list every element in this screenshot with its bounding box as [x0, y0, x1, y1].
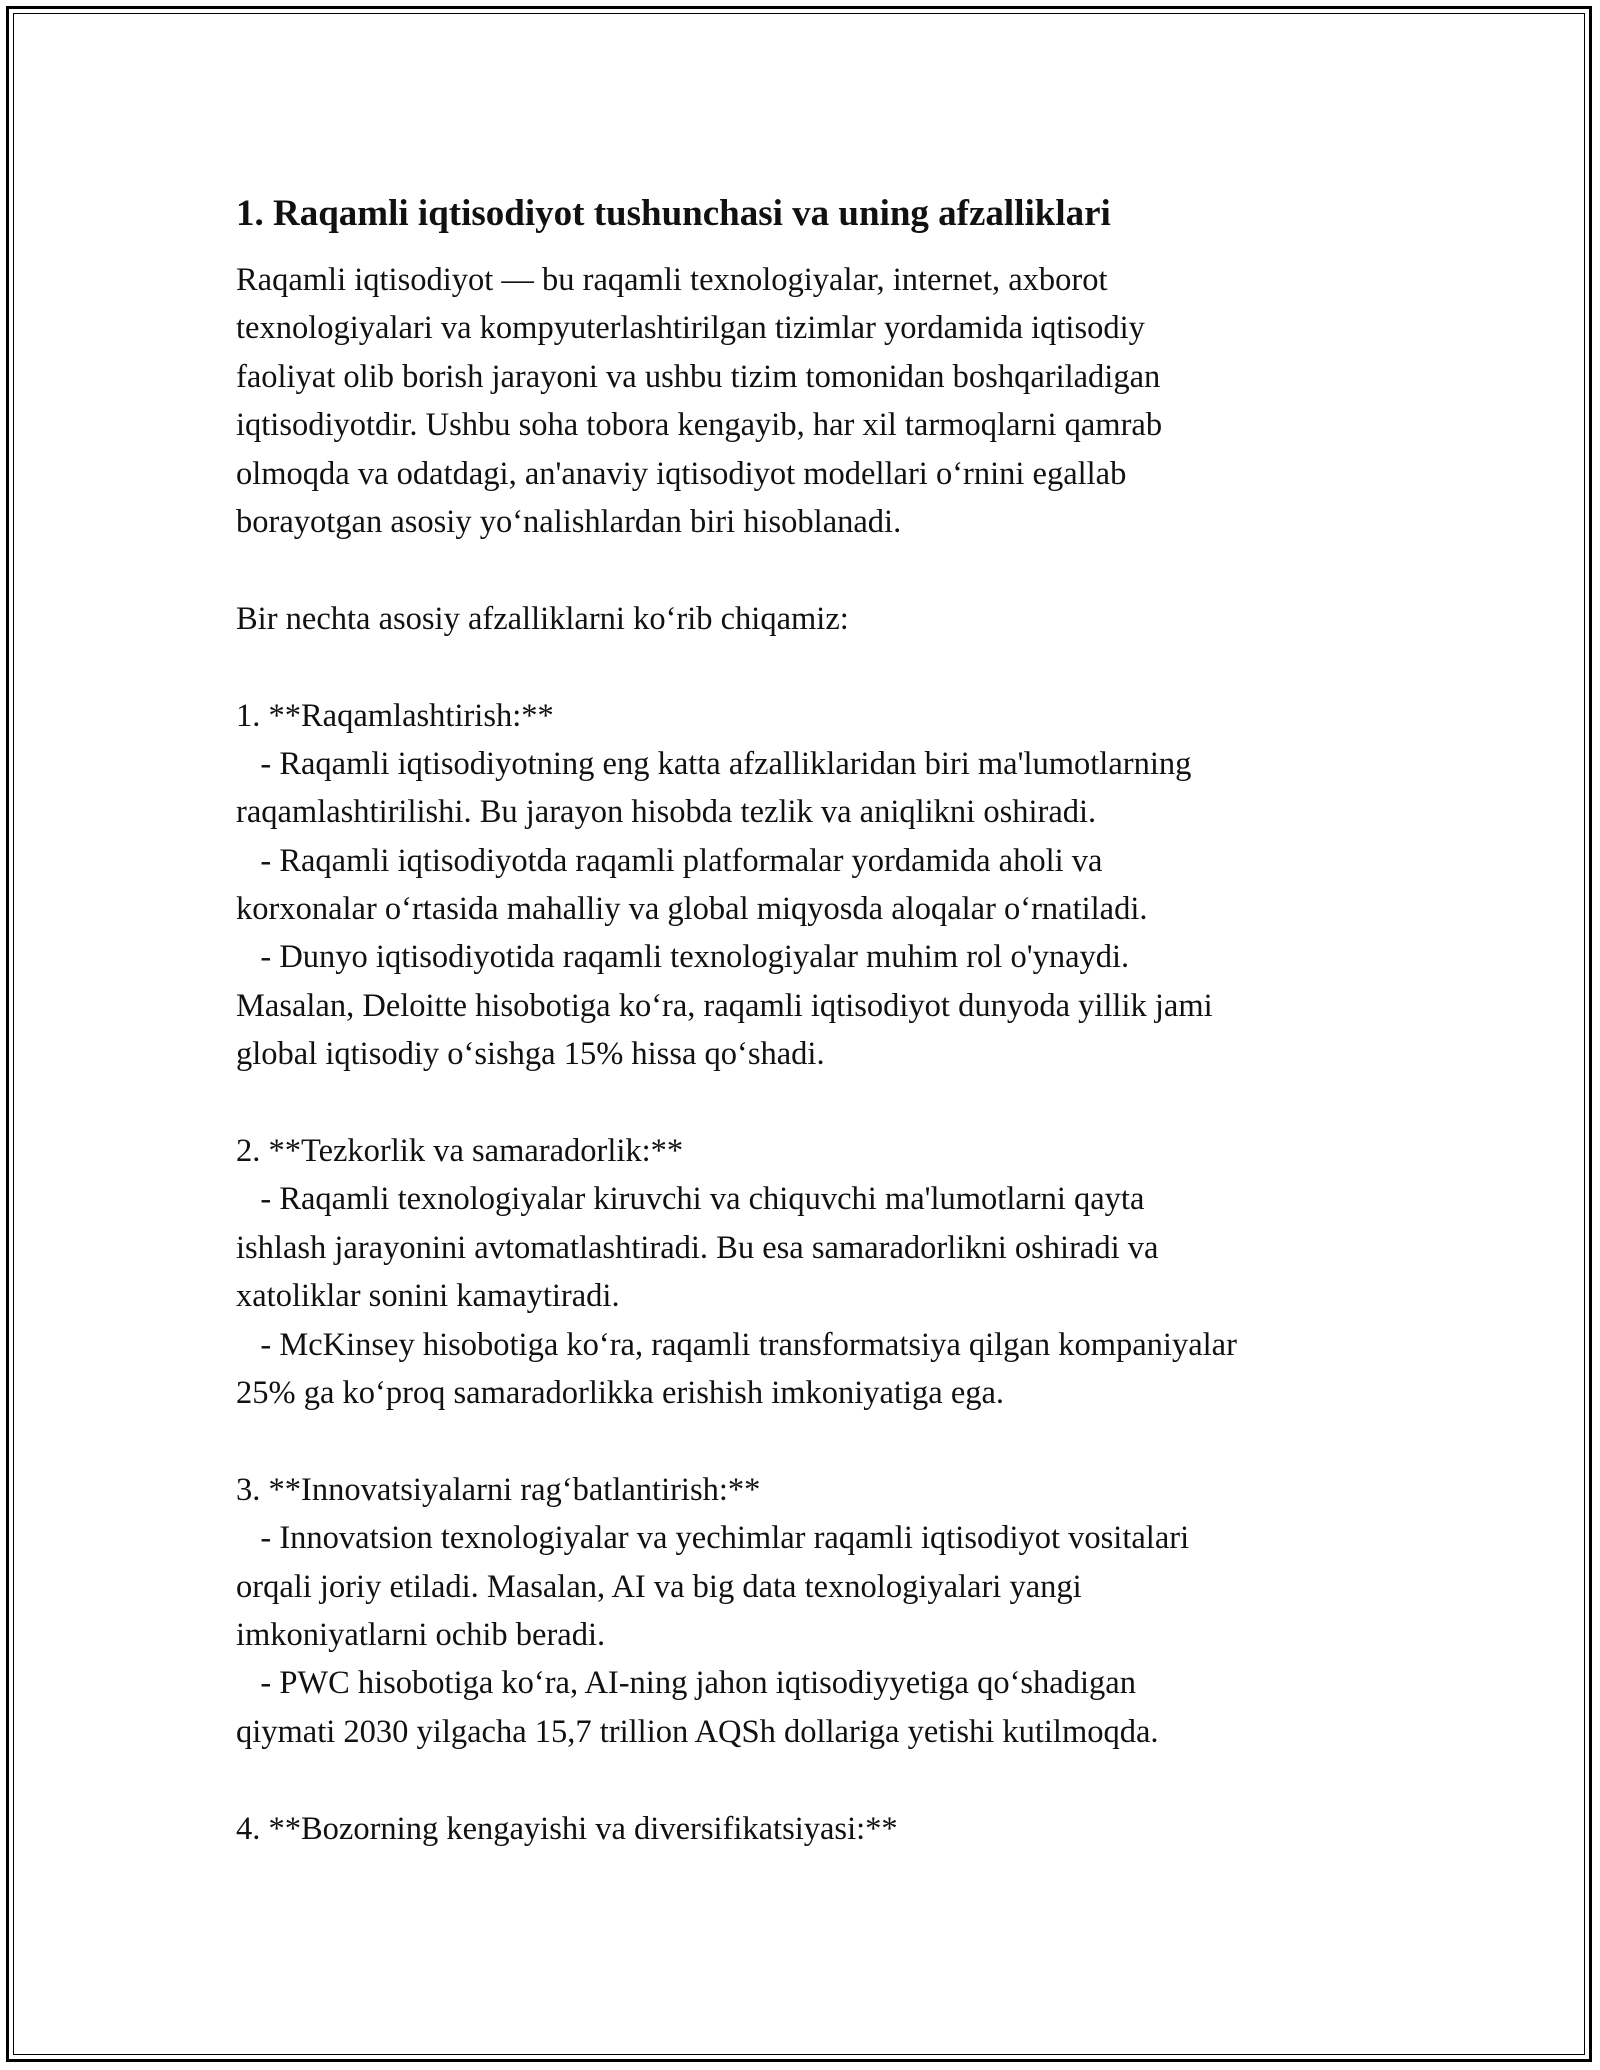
text-line: - PWC hisobotiga ko‘ra, AI-ning jahon iqtisodiyyetiga qo‘shadigan	[236, 1665, 1136, 1702]
text-line: orqali joriy etiladi. Masalan, AI va big data texnologiyalari yangi	[236, 1568, 1082, 1605]
text-line: Bir nechta asosiy afzalliklarni ko‘rib chiqamiz:	[236, 600, 849, 637]
blank-line	[236, 546, 1386, 594]
text-line: - Dunyo iqtisodiyotida raqamli texnologiyalar muhim rol o'ynaydi.	[236, 939, 1130, 976]
blank-line	[236, 643, 1386, 691]
blank-line	[236, 1079, 1386, 1127]
text-line: 3. **Innovatsiyalarni rag‘batlantirish:**	[236, 1471, 761, 1508]
text-line: borayotgan asosiy yo‘nalishlardan biri hisoblanadi.	[236, 503, 902, 540]
text-line: olmoqda va odatdagi, an'anaviy iqtisodiyot modellari o‘rnini egallab	[236, 455, 1127, 492]
text-line: Masalan, Deloitte hisobotiga ko‘ra, raqamli iqtisodiyot dunyoda yillik jami	[236, 987, 1213, 1024]
text-line: global iqtisodiy o‘sishga 15% hissa qo‘shadi.	[236, 1036, 825, 1073]
text-line: faoliyat olib borish jarayoni va ushbu tizim tomonidan boshqariladigan	[236, 358, 1161, 395]
text-line: qiymati 2030 yilgacha 15,7 trillion AQSh dollariga yetishi kutilmoqda.	[236, 1713, 1159, 1750]
text-line: texnologiyalari va kompyuterlashtirilgan tizimlar yordamida iqtisodiy	[236, 310, 1145, 347]
text-line: xatoliklar sonini kamaytiradi.	[236, 1278, 620, 1315]
text-line: iqtisodiyotdir. Ushbu soha tobora kengayib, har xil tarmoqlarni qamrab	[236, 407, 1163, 444]
text-line: - McKinsey hisobotiga ko‘ra, raqamli transformatsiya qilgan kompaniyalar	[236, 1326, 1237, 1363]
text-line: - Innovatsion texnologiyalar va yechimlar raqamli iqtisodiyot vositalari	[236, 1520, 1190, 1557]
text-line: korxonalar o‘rtasida mahalliy va global miqyosda aloqalar o‘rnatiladi.	[236, 891, 1148, 928]
text-line: - Raqamli iqtisodiyotda raqamli platformalar yordamida aholi va	[236, 842, 1103, 879]
text-line: 4. **Bozorning kengayishi va diversifikatsiyasi:**	[236, 1810, 898, 1847]
text-line: - Raqamli texnologiyalar kiruvchi va chiquvchi ma'lumotlarni qayta	[236, 1181, 1145, 1218]
blank-line	[236, 1756, 1386, 1804]
text-line: ishlash jarayonini avtomatlashtiradi. Bu esa samaradorlikni oshiradi va	[236, 1229, 1159, 1266]
document-body	[236, 256, 1386, 1853]
document-content	[236, 188, 1386, 1853]
text-line: imkoniyatlarni ochib beradi.	[236, 1616, 606, 1653]
text-line: Raqamli iqtisodiyot — bu raqamli texnologiyalar, internet, axborot	[236, 262, 1108, 298]
blank-line	[236, 1417, 1386, 1465]
text-line: 1. **Raqamlashtirish:**	[236, 697, 554, 734]
text-line: raqamlashtirilishi. Bu jarayon hisobda tezlik va aniqlikni oshiradi.	[236, 794, 1097, 831]
text-line: 2. **Tezkorlik va samaradorlik:**	[236, 1133, 684, 1170]
text-line: - Raqamli iqtisodiyotning eng katta afzalliklaridan biri ma'lumotlarning	[236, 745, 1192, 782]
section-heading: 1. Raqamli iqtisodiyot tushunchasi va uning afzalliklari	[236, 193, 1111, 234]
text-line: 25% ga ko‘proq samaradorlikka erishish imkoniyatiga ega.	[236, 1374, 1005, 1411]
